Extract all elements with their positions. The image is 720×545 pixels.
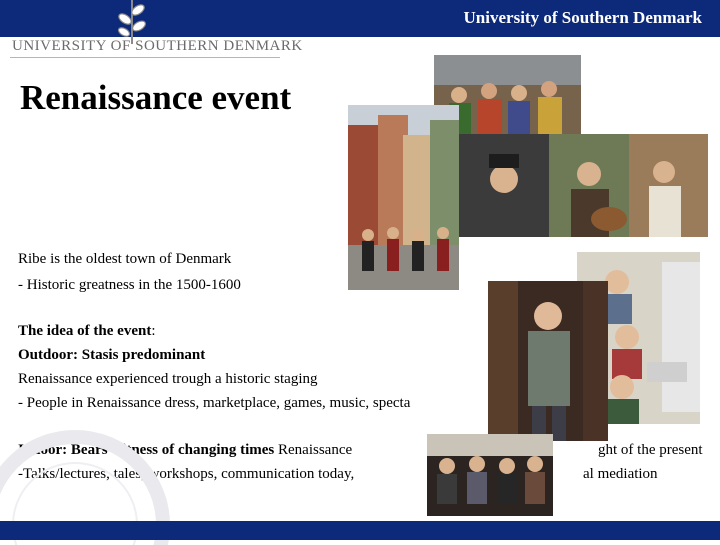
outdoor-heading: Outdoor: Stasis predominant (18, 347, 206, 363)
photo-lecturer (488, 281, 608, 441)
logo-divider (10, 57, 280, 58)
photo-audience (427, 434, 553, 516)
header-bar (0, 0, 720, 37)
idea-label: The idea of the event (18, 323, 152, 339)
footer-bar (0, 521, 720, 540)
indoor-heading: Indoor: Bears witness of changing times (18, 442, 275, 458)
idea-line (18, 322, 156, 341)
logo-wordmark: UNIVERSITY OF SOUTHERN DENMARK (12, 38, 303, 54)
text-line-2: - Historic greatness in the 1500-1600 (18, 277, 241, 293)
university-name: University of Southern Denmark (463, 8, 702, 27)
indoor-list-end: al mediation (583, 466, 658, 482)
text-line-1: Ribe is the oldest town of Denmark (18, 251, 232, 267)
indoor-description-start: Renaissance (274, 442, 353, 458)
indoor-description-end: ght of the present (598, 442, 703, 458)
indoor-list-start: -Talks/lectures, tales, workshops, communication today, (18, 466, 355, 482)
outdoor-description: Renaissance experienced trough a historic staging (18, 371, 318, 387)
photo-town-street (348, 105, 459, 290)
slide-title: Renaissance event (20, 78, 292, 117)
photo-musicians (459, 134, 708, 237)
idea-colon: : (151, 323, 156, 339)
outdoor-list: - People in Renaissance dress, marketplace, games, music, specta (18, 395, 411, 411)
